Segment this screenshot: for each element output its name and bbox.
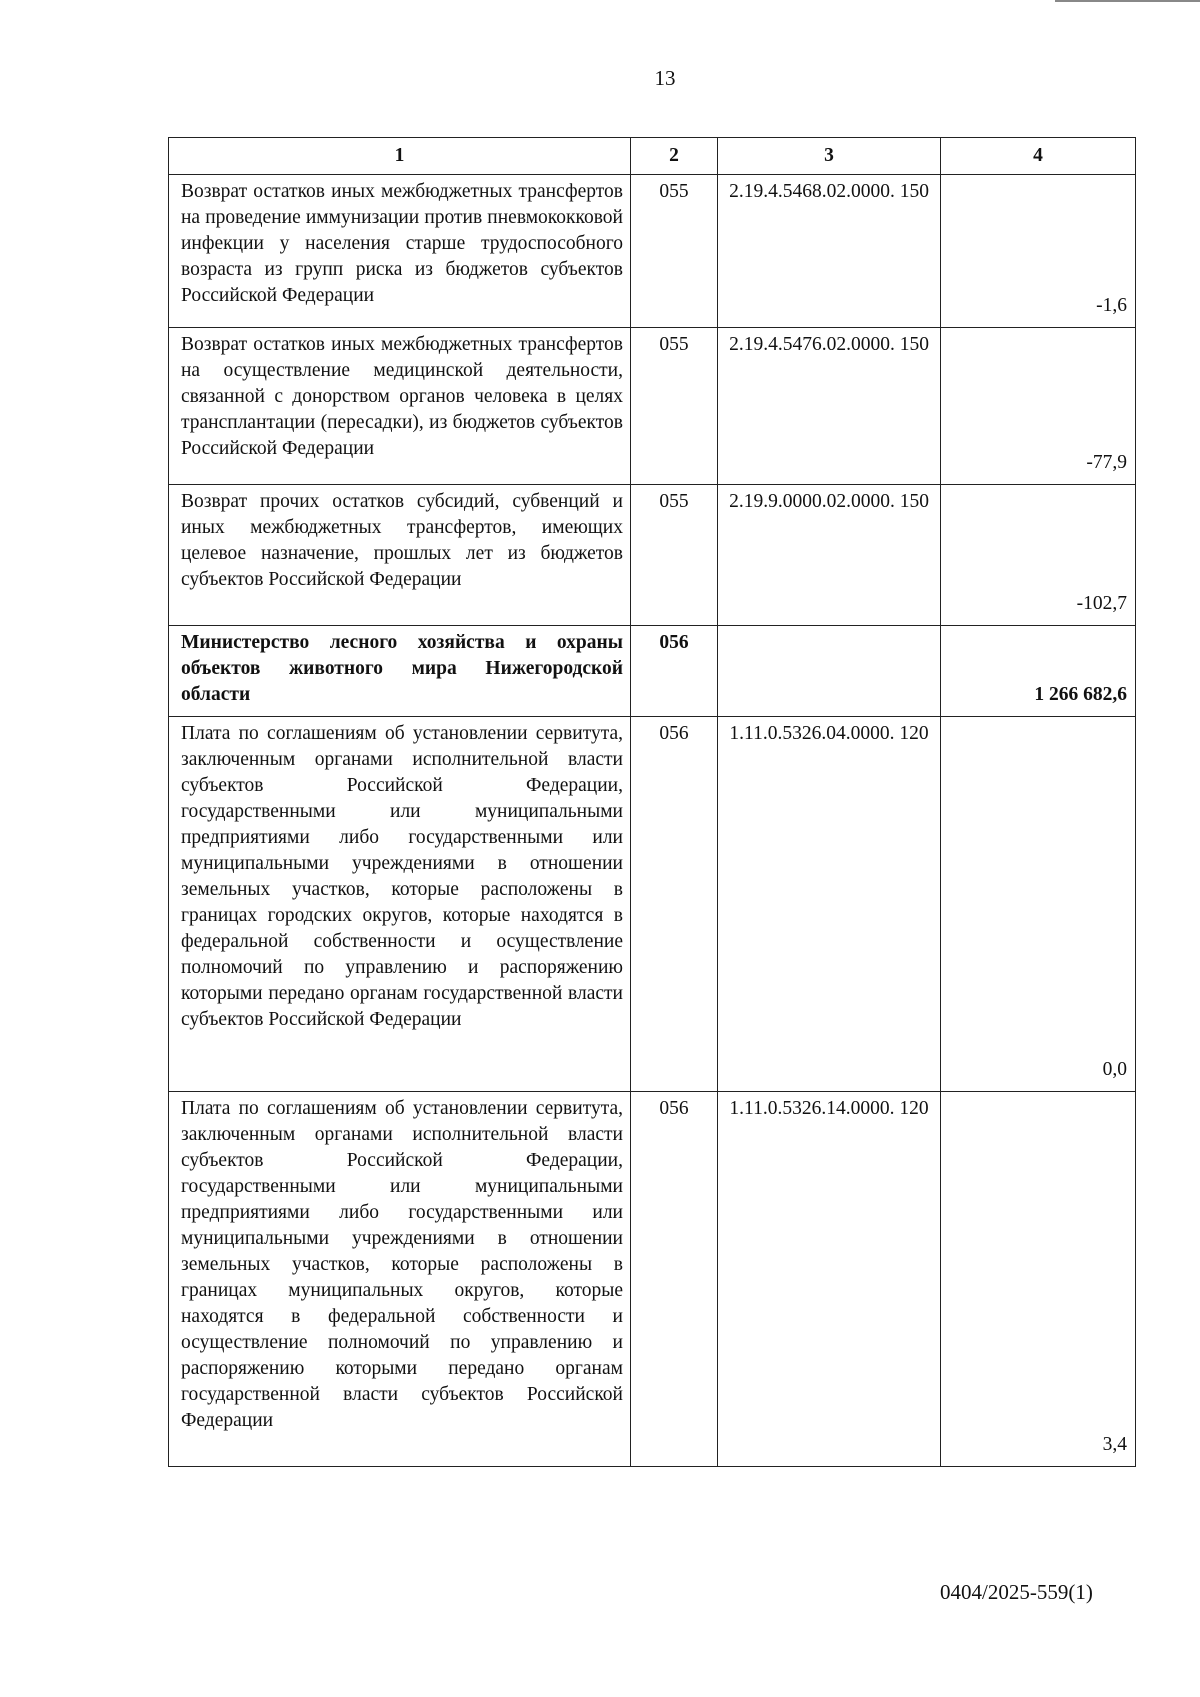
- page-number: 13: [654, 66, 676, 90]
- row-amount: -1,6: [941, 175, 1136, 328]
- row-budget-code: 2.19.9.0000.02.0000. 150: [718, 485, 941, 626]
- row-admin-code: 056: [631, 626, 718, 717]
- column-header-4: 4: [941, 138, 1136, 175]
- row-admin-code: 055: [631, 328, 718, 485]
- column-header-1: 1: [169, 138, 631, 175]
- row-budget-code: [718, 626, 941, 717]
- table-header-row: [169, 138, 1136, 175]
- row-description: Плата по соглашениям об установлении сервитута, заключенным органами исполнительной власти субъектов Российской Федерации, государственными или муниципальными предприятиями либо государственными или муниципальными учреждениями в отношении земельных участков, которые расположены в границах муниципальных округов, которые находятся в федеральной собственности и осуществление полномочий по управлению и распоряжению которыми передано органам государственной власти субъектов Российской Федерации: [169, 1092, 631, 1467]
- row-description: Плата по соглашениям об установлении сервитута, заключенным органами исполнительной власти субъектов Российской Федерации, государственными или муниципальными предприятиями либо государственными или муниципальными учреждениями в отношении земельных участков, которые расположены в границах городских округов, которые находятся в федеральной собственности и осуществление полномочий по управлению и распоряжению которыми передано органам государственной власти субъектов Российской Федерации: [169, 717, 631, 1092]
- column-header-2: 2: [631, 138, 718, 175]
- row-budget-code: 2.19.4.5468.02.0000. 150: [718, 175, 941, 328]
- row-amount: -77,9: [941, 328, 1136, 485]
- row-amount: 0,0: [941, 717, 1136, 1092]
- row-admin-code: 056: [631, 1092, 718, 1467]
- row-description: Возврат остатков иных межбюджетных трансфертов на осуществление медицинской деятельности, связанной с донорством органов человека в целях трансплантации (пересадки), из бюджетов субъектов Российской Федерации: [169, 328, 631, 485]
- row-amount: 1 266 682,6: [941, 626, 1136, 717]
- row-budget-code: 1.11.0.5326.14.0000. 120: [718, 1092, 941, 1467]
- table-row: [169, 1092, 1136, 1467]
- document-id: 0404/2025-559(1): [940, 1580, 1093, 1604]
- row-amount: -102,7: [941, 485, 1136, 626]
- row-budget-code: 2.19.4.5476.02.0000. 150: [718, 328, 941, 485]
- column-header-3: 3: [718, 138, 941, 175]
- row-amount: 3,4: [941, 1092, 1136, 1467]
- row-admin-code: 056: [631, 717, 718, 1092]
- row-description: Возврат прочих остатков субсидий, субвенций и иных межбюджетных трансфертов, имеющих целевое назначение, прошлых лет из бюджетов субъектов Российской Федерации: [169, 485, 631, 626]
- row-description: Возврат остатков иных межбюджетных трансфертов на проведение иммунизации против пневмококковой инфекции у населения старше трудоспособного возраста из групп риска из бюджетов субъектов Российской Федерации: [169, 175, 631, 328]
- row-budget-code: 1.11.0.5326.04.0000. 120: [718, 717, 941, 1092]
- table-row: [169, 485, 1136, 626]
- table-row-ministry: [169, 626, 1136, 717]
- table-row: [169, 717, 1136, 1092]
- table-row: [169, 328, 1136, 485]
- row-admin-code: 055: [631, 175, 718, 328]
- top-edge-rule: [1055, 0, 1200, 2]
- row-description: Министерство лесного хозяйства и охраны объектов животного мира Нижегородской области: [169, 626, 631, 717]
- row-admin-code: 055: [631, 485, 718, 626]
- revenue-table: [168, 137, 1136, 1467]
- table-row: [169, 175, 1136, 328]
